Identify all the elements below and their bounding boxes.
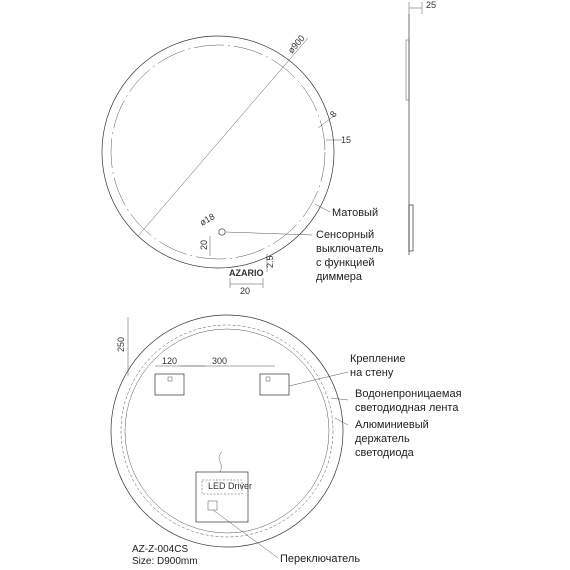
dim-250-label: 250	[116, 336, 126, 352]
back-outer-edge	[111, 315, 343, 547]
model-info	[132, 544, 198, 568]
label-mount-line-2: на стену	[350, 367, 394, 379]
mirror-frosted-ring	[111, 45, 325, 259]
label-profile-line-3: светодиода	[355, 447, 414, 459]
side-bracket-top	[406, 40, 409, 100]
profile-leader	[335, 418, 348, 425]
mount-leader	[289, 372, 348, 386]
wall-bracket-right	[260, 374, 289, 395]
dim-120-label: 120	[162, 356, 178, 366]
label-matte: Матовый	[332, 207, 379, 219]
side-depth-label: 25	[426, 0, 437, 10]
dim-20v-label: 20	[199, 239, 209, 250]
label-switch: Переключатель	[280, 553, 361, 565]
wall-bracket-right-slot	[266, 377, 270, 381]
switch-box	[208, 501, 217, 510]
azario-logo: AZARIO	[229, 268, 264, 278]
model-code: AZ-Z-004CS	[132, 544, 189, 555]
driver-cable	[219, 452, 222, 472]
diameter-line	[138, 38, 308, 236]
dim-15-label: 15	[341, 135, 352, 145]
dim-300-label: 300	[212, 356, 228, 366]
label-sensor-switch	[316, 228, 384, 284]
label-profile-line-1: Алюминиевый	[355, 419, 429, 431]
label-sensor-line-4: диммера	[316, 271, 363, 283]
label-led-strip	[355, 387, 462, 415]
front-view	[102, 33, 351, 296]
sensor-switch-circle	[219, 229, 225, 235]
switch-leader	[213, 510, 278, 558]
mirror-outer-edge	[102, 36, 334, 268]
led-driver-label: LED Driver	[208, 481, 253, 491]
sensor-diameter-label: ø18	[198, 211, 217, 228]
back-view	[111, 315, 348, 558]
led-leader	[331, 398, 348, 400]
label-led-line-1: Водонепроницаемая	[355, 388, 462, 400]
side-bracket-bottom	[409, 205, 413, 251]
label-aluminium-profile	[355, 418, 429, 460]
label-profile-line-2: держатель	[355, 433, 410, 445]
matte-leader	[315, 204, 330, 212]
diameter-label: ø900	[285, 33, 307, 56]
label-sensor-line-1: Сенсорный	[316, 229, 375, 241]
dim-8-label: 8	[327, 109, 339, 120]
dim-2-5-label: 2.5	[265, 255, 275, 268]
wall-bracket-left-slot	[168, 377, 172, 381]
model-size: Size: D900mm	[132, 556, 198, 567]
label-mount-line-1: Крепление	[350, 353, 406, 365]
dim-20h-label: 20	[240, 286, 251, 296]
side-view	[406, 0, 436, 255]
led-driver-box	[196, 472, 248, 522]
label-sensor-line-3: с функцией	[316, 257, 375, 269]
label-wall-mount	[350, 352, 405, 380]
label-sensor-line-2: выключатель	[316, 243, 384, 255]
label-led-line-2: светодиодная лента	[355, 402, 459, 414]
sensor-leader	[226, 232, 312, 235]
